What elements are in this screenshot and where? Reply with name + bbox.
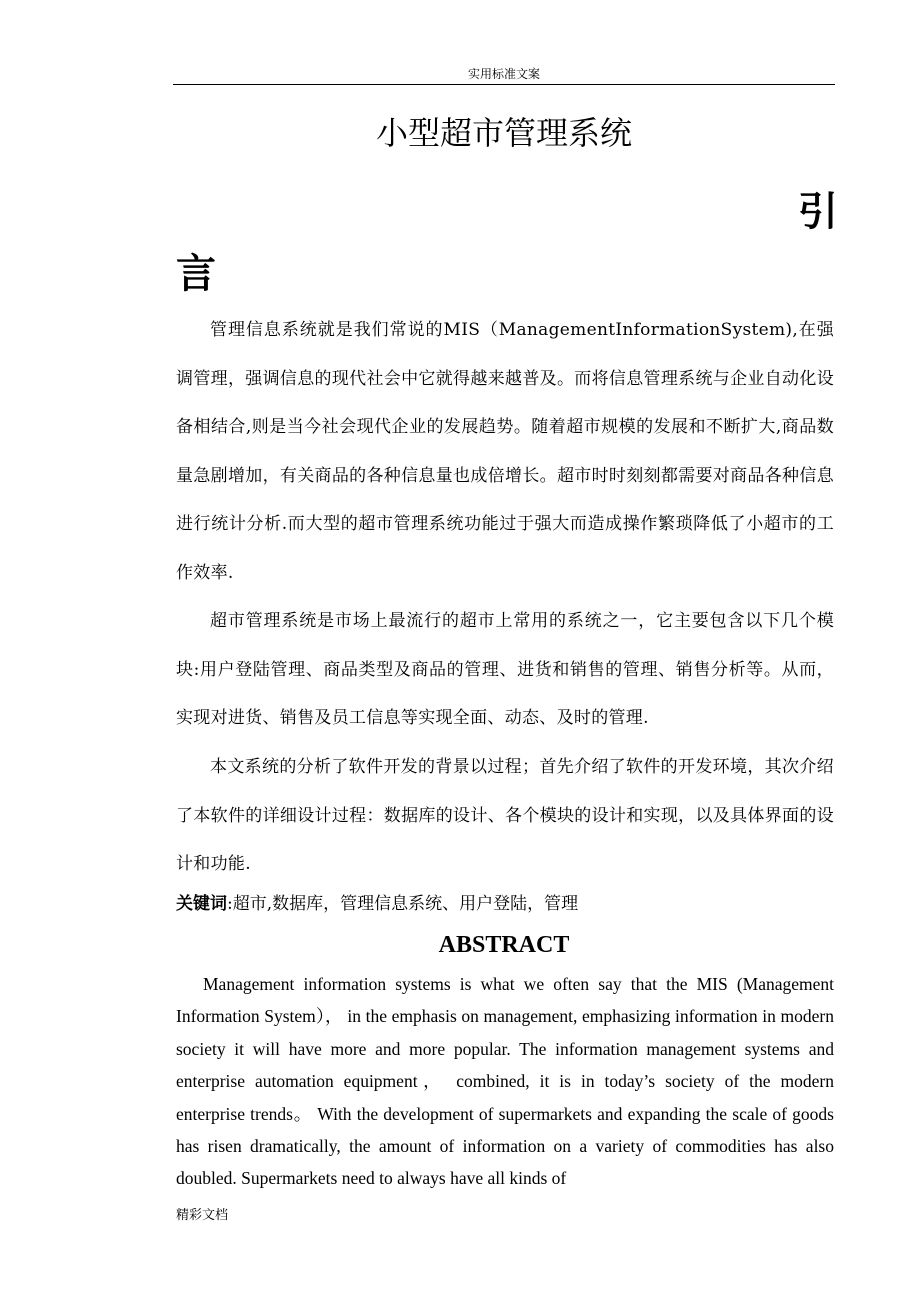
intro-paragraph-2: 超市管理系统是市场上最流行的超市上常用的系统之一，它主要包含以下几个模块:用户登陆管理、商品类型及商品的管理、进货和销售的管理、销售分析等。从而，实现对进货、销售及员工信息等实现全面、动态、及时的管理. xyxy=(176,611,834,728)
intro-paragraph-1: 管理信息系统就是我们常说的MIS（ManagementInformationSystem),在强调管理，强调信息的现代社会中它就得越来越普及。而将信息管理系统与企业自动化设备相结合,则是当今社会现代企业的发展趋势。随着超市规模的发展和不断扩大,商品数量急剧增加，有关商品的各种信息量也成倍增长。超市时时刻刻都需要对商品各种信息进行统计分析.而大型的超市管理系统功能过于强大而造成操作繁琐降低了小超市的工作效率. xyxy=(176,320,834,583)
document-title: 小型超市管理系统 xyxy=(375,114,632,152)
header-divider xyxy=(173,84,835,85)
intro-heading-part1: 引 xyxy=(798,189,838,235)
abstract-heading: ABSTRACT xyxy=(438,932,570,958)
page-footer: 精彩文档 xyxy=(176,1208,229,1223)
page-header: 实用标准文案 xyxy=(467,67,540,81)
keywords-label: 关键词 xyxy=(176,894,227,914)
keywords-line xyxy=(176,890,834,918)
abstract-body: Management information systems is what we often say that the MIS (Management Information System）， in the emphasis on management, emphasizing information in modern society it will have more and more popular. The information management systems and enterprise automation equipment， combined, it is in today’s society of the modern enterprise trends。 With the development of supermarkets and expanding the scale of goods has risen dramatically, the amount of information on a variety of commodities has also doubled. Supermarkets need to always have all kinds of xyxy=(176,974,834,1189)
intro-heading-part2: 言 xyxy=(176,251,216,297)
intro-paragraph-3: 本文系统的分析了软件开发的背景以过程；首先介绍了软件的开发环境，其次介绍了本软件的详细设计过程：数据库的设计、各个模块的设计和实现，以及具体界面的设计和功能. xyxy=(176,757,834,874)
keywords-text: :超市,数据库，管理信息系统、用户登陆，管理 xyxy=(227,894,579,914)
